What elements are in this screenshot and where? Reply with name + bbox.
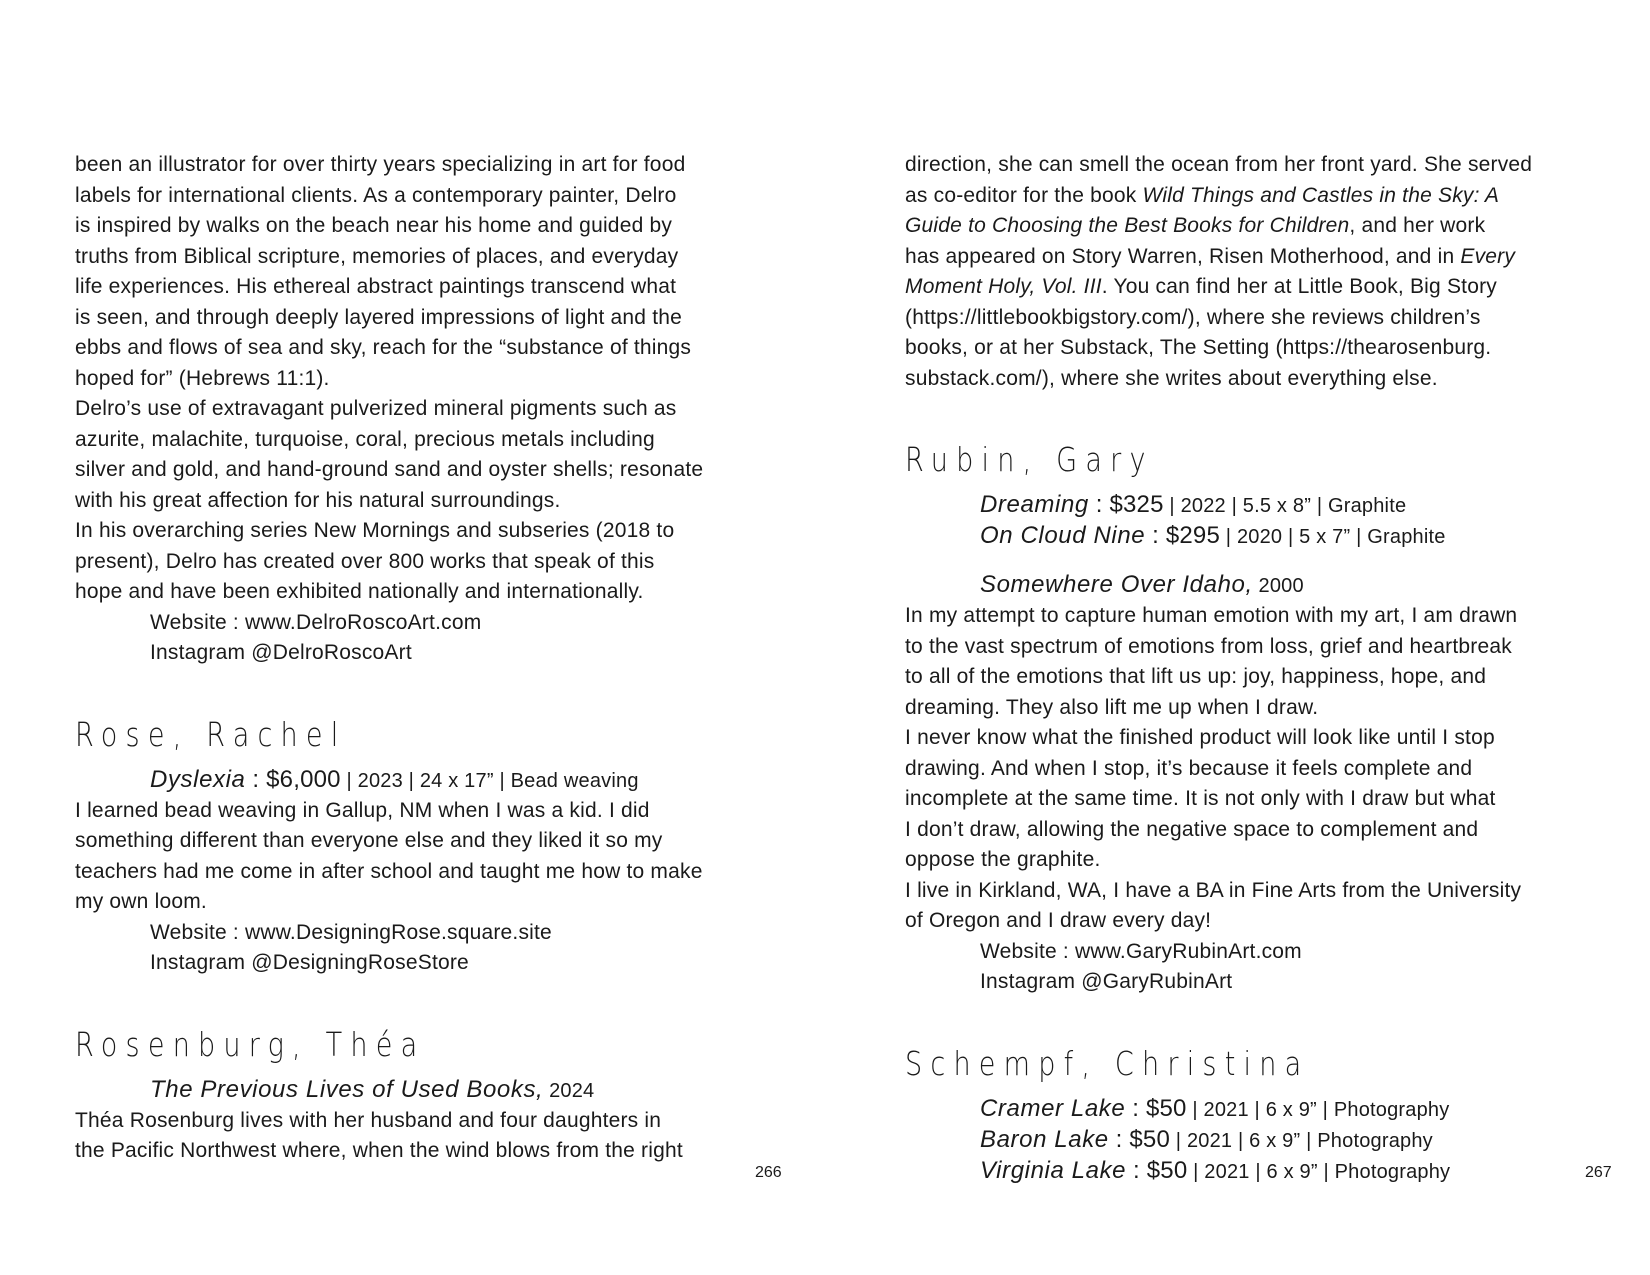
book-title: Guide to Choosing the Best Books for Children (905, 214, 1350, 237)
bio-line: of Oregon and I draw every day! (905, 909, 1212, 932)
bio-line: I live in Kirkland, WA, I have a BA in Fine Arts from the University (905, 878, 1522, 902)
bio-line: truths from Biblical scripture, memories of places, and everyday (75, 244, 679, 268)
bio-line: I learned bead weaving in Gallup, NM when I was a kid. I did (75, 798, 650, 822)
artwork-listing: On Cloud Nine : $295 | 2020 | 5 x 7” | Graphite (980, 522, 1446, 549)
bio-line: teachers had me come in after school and taught me how to make (75, 859, 703, 883)
artwork-price: $50 (1129, 1125, 1171, 1153)
bio-line: to all of the emotions that lift us up: joy, happiness, hope, and (905, 665, 1487, 688)
artwork-title: Dyslexia (150, 765, 246, 793)
continued-bio (905, 150, 1605, 394)
left-page-column (75, 150, 775, 1167)
bio-line: azurite, malachite, turquoise, coral, precious metals including (75, 427, 655, 451)
artist-name: Rosenburg, Théa (75, 1024, 426, 1064)
right-page-column (905, 150, 1605, 1187)
bio-line: direction, she can smell the ocean from her front yard. She served (905, 153, 1533, 176)
page-number: 267 (1585, 1164, 1612, 1181)
bio-line: In my attempt to capture human emotion with my art, I am drawn (905, 604, 1518, 627)
bio-line: has appeared on Story Warren, Risen Motherhood, and in Every (905, 244, 1516, 268)
bio-line: In his overarching series New Mornings and subseries (2018 to (75, 519, 675, 542)
bio-line: (https://littlebookbigstory.com/), where she reviews children’s (905, 305, 1481, 329)
bio-line: present), Delro has created over 800 works that speak of this (75, 549, 655, 573)
artist-entry-schempf (905, 1044, 1605, 1187)
bio-line: incomplete at the same time. It is not only with I draw but what (905, 787, 1496, 810)
bio-line: been an illustrator for over thirty years specializing in art for food (75, 153, 686, 176)
spacer (905, 552, 1605, 570)
bio-line: something different than everyone else and they liked it so my (75, 829, 663, 852)
bio-line: hope and have been exhibited nationally and internationally. (75, 580, 644, 603)
page-number: 266 (755, 1164, 782, 1181)
bio-line: labels for international clients. As a contemporary painter, Delro (75, 183, 677, 207)
instagram-handle: Instagram @GaryRubinArt (980, 970, 1233, 993)
bio-line: Delro’s use of extravagant pulverized mineral pigments such as (75, 397, 677, 420)
bio-line: with his great affection for his natural surroundings. (75, 488, 561, 512)
artist-name: Rose, Rachel (75, 714, 347, 754)
website-link: Website : www.DesigningRose.square.site (150, 920, 552, 944)
continued-bio (75, 150, 775, 669)
bio-line: to the vast spectrum of emotions from loss, grief and heartbreak (905, 634, 1512, 658)
artwork-title: On Cloud Nine (980, 522, 1146, 549)
artist-entry-rubin (905, 440, 1605, 998)
artist-name: Rubin, Gary (905, 440, 1154, 479)
website-link: Website : www.GaryRubinArt.com (980, 939, 1302, 963)
artwork-listing: Cramer Lake : $50 | 2021 | 6 x 9” | Photography (980, 1094, 1450, 1122)
artwork-details: | 2021 | 6 x 9” | Photography (1187, 1160, 1451, 1183)
artwork-price: $50 (1145, 1094, 1187, 1122)
book-title: Moment Holy, Vol. III (905, 275, 1102, 298)
right-page (825, 0, 1650, 1275)
artwork-title: The Previous Lives of Used Books, (150, 1075, 544, 1103)
artwork-price: $295 (1165, 522, 1221, 549)
bio-line: substack.com/), where she writes about everything else. (905, 366, 1438, 390)
artwork-year: 2000 (1252, 575, 1304, 597)
bio-line: as co-editor for the book Wild Things and Castles in the Sky: A (905, 183, 1500, 207)
artwork-price: $325 (1109, 491, 1164, 518)
artwork-title: Baron Lake (980, 1125, 1109, 1153)
artwork-details: | 2021 | 6 x 9” | Photography (1186, 1098, 1450, 1121)
featured-artwork (905, 570, 1605, 601)
artwork-title: Somewhere Over Idaho, (980, 571, 1253, 598)
artist-entry-rose (75, 715, 775, 979)
artist-name: Schempf, Christina (905, 1043, 1310, 1083)
bio-line: silver and gold, and hand-ground sand and oyster shells; resonate (75, 458, 704, 481)
artwork-listing: Dyslexia : $6,000 | 2023 | 24 x 17” | Bead weaving (150, 765, 639, 793)
artwork-details: | 2020 | 5 x 7” | Graphite (1220, 526, 1446, 548)
artwork-year: 2024 (543, 1079, 595, 1102)
artwork-title: Cramer Lake (980, 1094, 1126, 1122)
bio-line: dreaming. They also lift me up when I draw. (905, 695, 1319, 719)
artwork-listing: Dreaming : $325 | 2022 | 5.5 x 8” | Graphite (980, 491, 1407, 518)
artwork-listing: Baron Lake : $50 | 2021 | 6 x 9” | Photography (980, 1125, 1433, 1153)
artwork-listing: Virginia Lake : $50 | 2021 | 6 x 9” | Photography (980, 1156, 1451, 1184)
artwork-details: | 2022 | 5.5 x 8” | Graphite (1163, 495, 1407, 517)
bio-line: oppose the graphite. (905, 848, 1101, 871)
artwork-details: | 2021 | 6 x 9” | Photography (1170, 1129, 1433, 1152)
artwork-title: Dreaming (980, 491, 1089, 518)
bio-line: life experiences. His ethereal abstract paintings transcend what (75, 275, 677, 298)
bio-line: Moment Holy, Vol. III. You can find her at Little Book, Big Story (905, 275, 1497, 298)
bio-line: hoped for” (Hebrews 11:1). (75, 366, 330, 390)
artwork-details: | 2023 | 24 x 17” | Bead weaving (340, 769, 639, 792)
artwork-price: $50 (1146, 1156, 1188, 1184)
instagram-handle: Instagram @DelroRoscoArt (150, 641, 412, 664)
bio-line: ebbs and flows of sea and sky, reach for the “substance of things (75, 336, 692, 359)
bio-line: I never know what the finished product will look like until I stop (905, 726, 1495, 749)
artist-entry-rosenburg (75, 1025, 775, 1167)
bio-line: drawing. And when I stop, it’s because it feels complete and (905, 756, 1473, 780)
book-title: Wild Things and Castles in the Sky: A (1142, 183, 1500, 207)
artwork-price: $6,000 (266, 765, 341, 793)
instagram-handle: Instagram @DesigningRoseStore (150, 951, 469, 974)
bio-line: the Pacific Northwest where, when the wind blows from the right (75, 1139, 683, 1162)
bio-line: I don’t draw, allowing the negative space to complement and (905, 817, 1479, 841)
bio-line: is seen, and through deeply layered impressions of light and the (75, 305, 683, 329)
bio-line: my own loom. (75, 890, 207, 913)
book-title: Every (1460, 244, 1516, 268)
bio-line: Théa Rosenburg lives with her husband and four daughters in (75, 1108, 662, 1132)
bio-line: Guide to Choosing the Best Books for Children, and her work (905, 214, 1486, 237)
website-link: Website : www.DelroRoscoArt.com (150, 610, 482, 634)
artwork-listing (75, 1075, 775, 1106)
artwork-title: Virginia Lake (980, 1156, 1127, 1184)
bio-line: books, or at her Substack, The Setting (https://thearosenburg. (905, 336, 1492, 359)
bio-line: is inspired by walks on the beach near his home and guided by (75, 214, 673, 237)
